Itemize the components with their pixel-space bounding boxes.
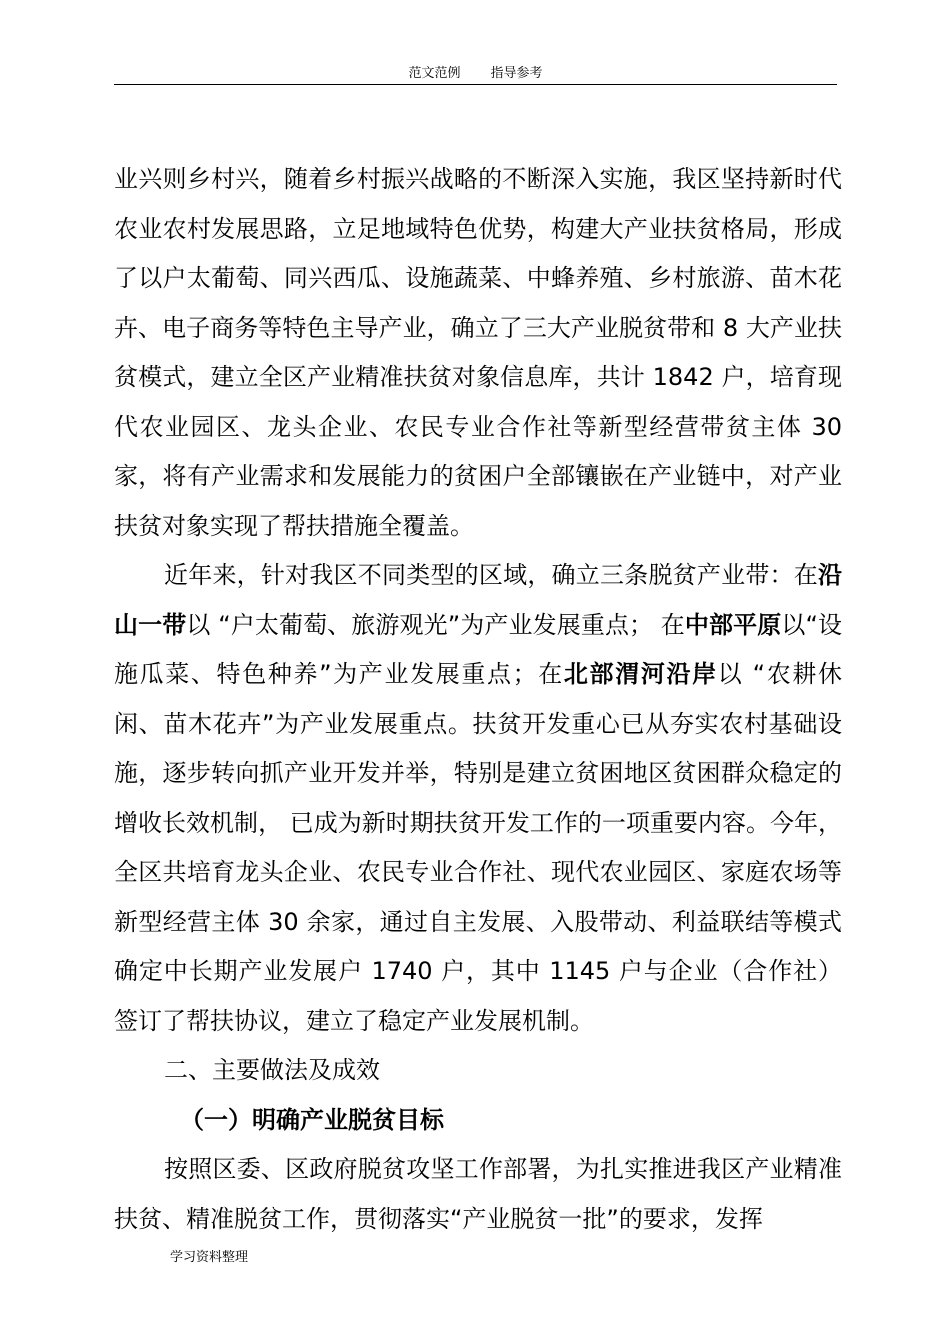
paragraph-2-text-3: 以“设施瓜菜、特色种养”为产业发展重点；在 xyxy=(114,610,843,688)
sub-heading: （一）明确产业脱贫目标 xyxy=(180,1105,444,1134)
document-body xyxy=(114,155,842,1244)
section-heading: 二、主要做法及成效 xyxy=(164,1056,380,1084)
bold-region-central-plain: 中部平原 xyxy=(684,610,782,639)
paragraph-2-text-4: 以 “农耕休闲、苗木花卉”为产业发展重点。扶贫开发重心已从夯实农村基础设施，逐步转向抓产业开发并举，特别是建立贫困地区贫困群众稳定的增收长效机制， 已成为新时期扶贫开发工作的一项重要内容。今年，全区共培育龙头企业、农民专业合作社、现代农业园区、家庭农场等新型经营主体 30 余家，通过自主发展、入股带动、利益联结等模式确定中长期产业发展户 1740 户，其中 1145 户与企业（合作社）签订了帮扶协议，建立了稳定产业发展机制。 xyxy=(114,660,843,1035)
header-right-text: 指导参考 xyxy=(490,66,543,81)
bold-region-wei-river: 北部渭河沿岸 xyxy=(563,660,718,688)
page-footer: 学习资料整理 xyxy=(170,1250,249,1265)
bold-region-along-mountains: 沿山一带 xyxy=(114,561,842,639)
paragraph-2-text-2: 以 “户太葡萄、旅游观光”为产业发展重点； 在 xyxy=(186,610,685,639)
paragraph-2 xyxy=(114,551,842,1046)
page-header xyxy=(114,64,837,85)
header-left-text: 范文范例 xyxy=(408,66,461,81)
paragraph-3: 按照区委、区政府脱贫攻坚工作部署，为扎实推进我区产业精准扶贫、精准脱贫工作，贯彻落实“产业脱贫一批”的要求，发挥 xyxy=(114,1155,842,1233)
paragraph-2-text-1: 近年来，针对我区不同类型的区域，确立三条脱贫产业带：在 xyxy=(164,561,818,589)
paragraph-1: 业兴则乡村兴，随着乡村振兴战略的不断深入实施，我区坚持新时代农业农村发展思路，立足地域特色优势，构建大产业扶贫格局，形成了以户太葡萄、同兴西瓜、设施蔬菜、中蜂养殖、乡村旅游、苗木花卉、电子商务等特色主导产业，确立了三大产业脱贫带和 8 大产业扶贫模式，建立全区产业精准扶贫对象信息库，共计 1842 户，培育现代农业园区、龙头企业、农民专业合作社等新型经营带贫主体 30 家，将有产业需求和发展能力的贫困户全部镶嵌在产业链中，对产业扶贫对象实现了帮扶措施全覆盖。 xyxy=(114,165,842,540)
